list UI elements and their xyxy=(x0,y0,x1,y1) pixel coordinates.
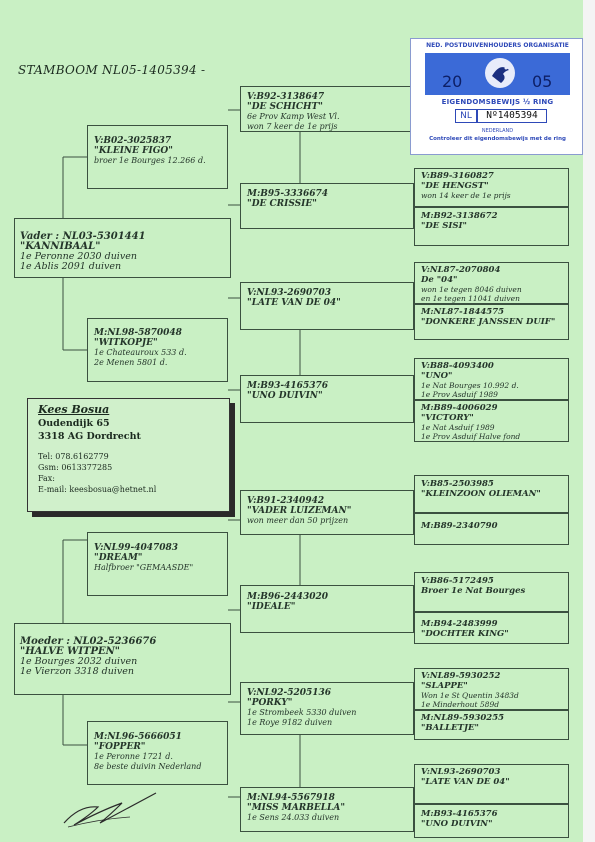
bird-id: V:NL93-2690703 xyxy=(247,288,332,298)
pedigree-gen3-6 xyxy=(240,585,414,633)
bird-id: M:NL98-5870048 xyxy=(94,328,182,338)
bird-note: 1e Strombeek 5330 duiven xyxy=(247,708,357,717)
bird-id: M:B94-2483999 xyxy=(421,619,498,629)
bird-id: M:B89-2340790 xyxy=(421,521,498,531)
owner-mobile: Gsm: 0613377285 xyxy=(38,463,113,472)
bird-id: M:NL89-5930255 xyxy=(421,713,505,723)
bird-note: 1e Peronne 1721 d. xyxy=(94,752,173,761)
pedigree-gen4-12 xyxy=(414,612,569,644)
pedigree-granddam-paternal xyxy=(87,318,228,382)
ring-certificate xyxy=(410,38,583,155)
pedigree-gen4-11 xyxy=(414,572,569,612)
bird-note: en 1e tegen 11041 duiven xyxy=(421,294,520,303)
bird-note: won meer dan 50 prijzen xyxy=(247,516,349,525)
pedigree-gen3-1 xyxy=(240,86,414,132)
bird-name: "DREAM" xyxy=(94,553,143,563)
bird-id: M:NL87-1844575 xyxy=(421,307,505,317)
ring-nederland: NEDERLAND xyxy=(481,128,514,134)
owner-email: E-mail: keesbosua@hetnet.nl xyxy=(38,485,157,494)
bird-name: "MISS MARBELLA" xyxy=(247,803,346,813)
bird-note: broer 1e Bourges 12.266 d. xyxy=(94,156,206,165)
bird-note: 1e Prov Asduif Halve fond xyxy=(421,432,521,441)
pedigree-title: STAMBOOM NL05-1405394 - xyxy=(18,63,206,77)
bird-name: "UNO DUIVIN" xyxy=(247,391,323,401)
bird-note: won 14 keer de 1e prijs xyxy=(421,191,511,200)
bird-id: V:B85-2503985 xyxy=(421,479,494,489)
bird-id: M:B93-4165376 xyxy=(247,381,328,391)
pedigree-grandsire-maternal xyxy=(87,532,228,596)
bird-name: "HALVE WITPEN" xyxy=(20,646,120,657)
pedigree-gen4-15 xyxy=(414,764,569,804)
ring-country: NL xyxy=(455,109,477,123)
bird-id: V:B86-5172495 xyxy=(421,576,494,586)
bird-id: M:B95-3336674 xyxy=(247,189,328,199)
pedigree-gen3-2 xyxy=(240,183,414,229)
owner-fax: Fax: xyxy=(38,474,55,483)
bird-name: "LATE VAN DE 04" xyxy=(421,777,510,787)
pedigree-granddam-maternal xyxy=(87,721,228,785)
pedigree-gen4-13 xyxy=(414,668,569,710)
owner-contact-card xyxy=(27,398,230,512)
pedigree-gen3-5 xyxy=(240,490,414,535)
owner-street: Oudendijk 65 xyxy=(38,418,110,429)
pedigree-gen4-7 xyxy=(414,358,569,400)
bird-id: Vader : NL03-5301441 xyxy=(20,231,146,242)
bird-name: "KLEINZOON OLIEMAN" xyxy=(421,489,541,499)
ring-certificate-label: EIGENDOMSBEWIJS ½ RING xyxy=(441,98,554,106)
bird-id: V:NL93-2690703 xyxy=(421,767,501,777)
bird-name: "DE HENGST" xyxy=(421,181,489,191)
bird-note: 1e Prov Asduif 1989 xyxy=(421,390,498,399)
handwritten-signature xyxy=(60,785,160,830)
bird-id: M:NL94-5567918 xyxy=(247,793,335,803)
ring-year-right: 05 xyxy=(532,72,553,91)
bird-note: 1e Ablis 2091 duiven xyxy=(20,261,122,272)
bird-name: "UNO" xyxy=(421,371,453,381)
pedigree-gen4-6 xyxy=(414,304,569,340)
bird-id: M:B96-2443020 xyxy=(247,592,328,602)
bird-id: V:NL89-5930252 xyxy=(421,671,501,681)
bird-name: "KANNIBAAL" xyxy=(20,241,101,252)
bird-note: 1e Bourges 2032 duiven xyxy=(20,656,138,667)
owner-city: 3318 AG Dordrecht xyxy=(38,431,141,442)
pedigree-grandsire-paternal xyxy=(87,125,228,189)
bird-name: "BALLETJE" xyxy=(421,723,479,733)
bird-note: Halfbroer "GEMAASDE" xyxy=(94,563,194,572)
pedigree-dam xyxy=(14,623,231,695)
bird-id: M:B93-4165376 xyxy=(421,809,498,819)
ring-organisation: NED. POSTDUIVENHOUDERS ORGANISATIE xyxy=(426,42,569,49)
bird-note: 2e Menen 5801 d. xyxy=(94,358,168,367)
bird-note: Won 1e St Quentin 3483d xyxy=(421,691,519,700)
pedigree-gen4-16 xyxy=(414,804,569,838)
bird-note: 1e Vierzon 3318 duiven xyxy=(20,666,134,677)
bird-note: 1e Sens 24.033 duiven xyxy=(247,813,340,822)
bird-name: "DE SCHICHT" xyxy=(247,102,323,112)
bird-name: De "04" xyxy=(421,275,458,285)
bird-name: "DOCHTER KING" xyxy=(421,629,509,639)
owner-name: Kees Bosua xyxy=(38,403,110,416)
pedigree-gen4-9 xyxy=(414,475,569,513)
bird-name: "WITKOPJE" xyxy=(94,338,158,348)
bird-name: "KLEINE FIGO" xyxy=(94,146,173,156)
bird-note: 1e Roye 9182 duiven xyxy=(247,718,333,727)
pedigree-gen4-14 xyxy=(414,710,569,740)
bird-id: V:B89-3160827 xyxy=(421,171,494,181)
bird-id: V:NL87-2070804 xyxy=(421,265,501,275)
bird-name: "DE SISI" xyxy=(421,221,467,231)
ring-year-left: 20 xyxy=(442,72,463,91)
owner-phone: Tel: 078.6162779 xyxy=(38,452,109,461)
ring-check-note: Controleer dit eigendomsbewijs met de ring xyxy=(429,136,566,142)
bird-name: "FOPPER" xyxy=(94,742,146,752)
bird-id: M:B89-4006029 xyxy=(421,403,498,413)
pedigree-gen4-10 xyxy=(414,513,569,545)
bird-name: "UNO DUIVIN" xyxy=(421,819,493,829)
bird-name: "IDEALE" xyxy=(247,602,296,612)
bird-name: "VICTORY" xyxy=(421,413,474,423)
bird-name: Broer 1e Nat Bourges xyxy=(421,586,526,596)
bird-note: 6e Prov Kamp West Vl. xyxy=(247,112,340,121)
bird-name: "LATE VAN DE 04" xyxy=(247,298,341,308)
bird-note: won 1e tegen 8046 duiven xyxy=(421,285,522,294)
crest-icon xyxy=(483,56,517,90)
pedigree-gen3-8 xyxy=(240,787,414,832)
bird-note: 1e Nat Asduif 1989 xyxy=(421,423,495,432)
pedigree-gen4-5 xyxy=(414,262,569,304)
pedigree-gen3-4 xyxy=(240,375,414,423)
pedigree-gen4-4 xyxy=(414,207,569,246)
bird-note: 1e Peronne 2030 duiven xyxy=(20,251,137,262)
bird-note: 8e beste duivin Nederland xyxy=(94,762,202,771)
bird-note: 1e Chateauroux 533 d. xyxy=(94,348,187,357)
pedigree-gen4-8 xyxy=(414,400,569,442)
bird-id: V:B02-3025837 xyxy=(94,136,172,146)
bird-id: V:B92-3138647 xyxy=(247,92,325,102)
bird-id: V:B91-2340942 xyxy=(247,496,325,506)
pedigree-sire xyxy=(14,218,231,278)
bird-name: "DONKERE JANSSEN DUIF" xyxy=(421,317,556,327)
bird-id: M:NL96-5666051 xyxy=(94,732,182,742)
pedigree-gen3-3 xyxy=(240,282,414,330)
pedigree-gen4-3 xyxy=(414,168,569,207)
bird-id: M:B92-3138672 xyxy=(421,211,498,221)
bird-name: "SLAPPE" xyxy=(421,681,468,691)
bird-id: Moeder : NL02-5236676 xyxy=(20,636,157,647)
bird-note: won 7 keer de 1e prijs xyxy=(247,122,338,131)
bird-note: 1e Minderhout 589d xyxy=(421,700,500,709)
ring-number: Nº1405394 xyxy=(477,109,547,123)
bird-note: 1e Nat Bourges 10.992 d. xyxy=(421,381,519,390)
bird-id: V:B88-4093400 xyxy=(421,361,494,371)
bird-id: V:NL92-5205136 xyxy=(247,688,332,698)
bird-name: "DE CRISSIE" xyxy=(247,199,317,209)
bird-name: "VADER LUIZEMAN" xyxy=(247,506,352,516)
bird-name: "PORKY" xyxy=(247,698,293,708)
bird-id: V:NL99-4047083 xyxy=(94,543,179,553)
pedigree-gen3-7 xyxy=(240,682,414,735)
